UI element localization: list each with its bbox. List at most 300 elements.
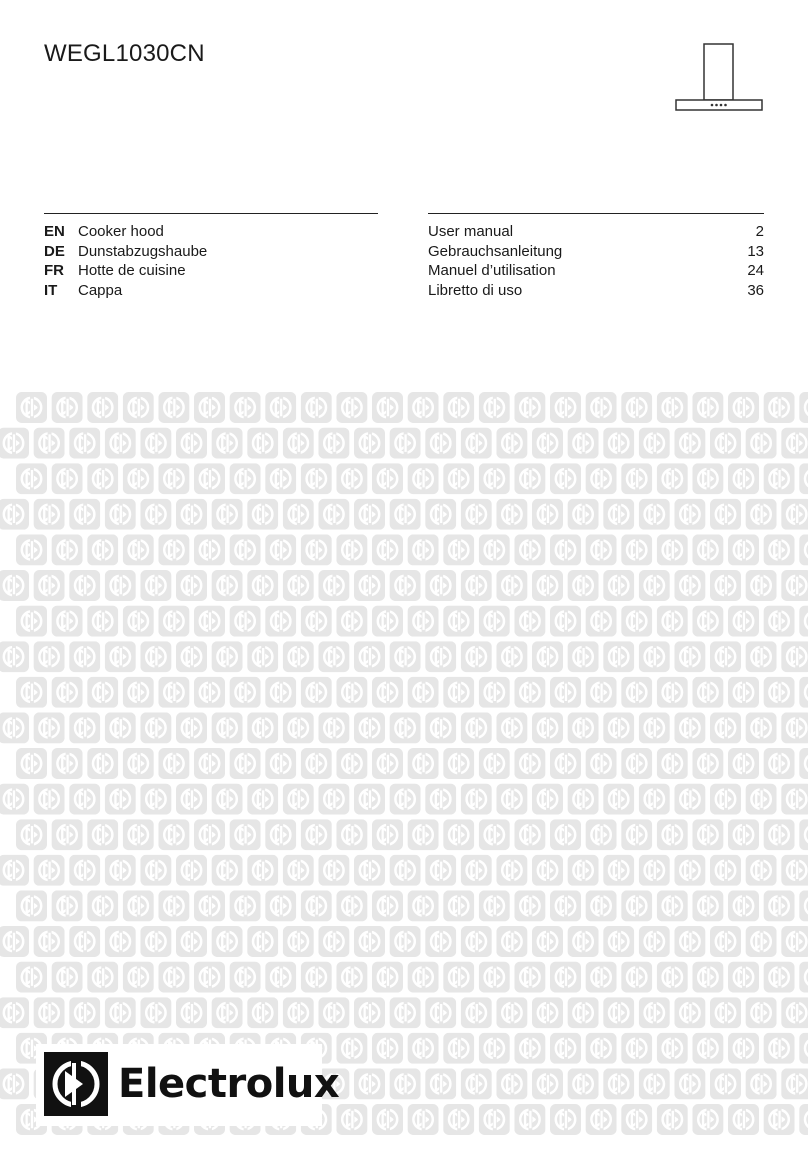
pattern-tile xyxy=(408,890,439,921)
pattern-tile xyxy=(69,570,100,601)
pattern-tile xyxy=(443,819,474,850)
pattern-tile xyxy=(425,997,456,1028)
manual-title: Gebrauchsanleitung xyxy=(428,242,563,260)
pattern-tile xyxy=(674,712,705,743)
pattern-tile xyxy=(212,570,243,601)
pattern-tile xyxy=(390,712,421,743)
pattern-tile xyxy=(69,428,100,459)
pattern-tile xyxy=(123,534,154,565)
pattern-tile xyxy=(0,428,29,459)
pattern-tile xyxy=(354,855,385,886)
pattern-tile xyxy=(140,997,171,1028)
pattern-tile xyxy=(87,748,118,779)
pattern-tile xyxy=(69,784,100,815)
pattern-tile xyxy=(479,1033,510,1064)
pattern-tile xyxy=(301,463,332,494)
pattern-tile xyxy=(212,499,243,530)
language-row xyxy=(44,242,378,262)
pattern-tile xyxy=(479,819,510,850)
pattern-tile xyxy=(603,1068,634,1099)
pattern-tile xyxy=(230,819,261,850)
pattern-tile xyxy=(425,641,456,672)
pattern-tile xyxy=(532,855,563,886)
pattern-tile xyxy=(336,1033,367,1064)
pattern-tile xyxy=(764,392,795,423)
pattern-tile xyxy=(746,997,777,1028)
pattern-tile xyxy=(212,926,243,957)
pattern-tile xyxy=(105,641,136,672)
pattern-tile xyxy=(746,784,777,815)
pattern-tile xyxy=(390,499,421,530)
pattern-tile xyxy=(443,392,474,423)
pattern-tile xyxy=(568,712,599,743)
pattern-tile xyxy=(425,499,456,530)
pattern-tile xyxy=(87,890,118,921)
pattern-tile xyxy=(496,499,527,530)
pattern-tile xyxy=(123,677,154,708)
pattern-tile xyxy=(16,534,47,565)
pattern-tile xyxy=(496,1068,527,1099)
pattern-tile xyxy=(746,428,777,459)
pattern-tile xyxy=(728,606,759,637)
pattern-tile xyxy=(123,962,154,993)
pattern-tile xyxy=(140,641,171,672)
pattern-tile xyxy=(639,499,670,530)
pattern-tile xyxy=(514,890,545,921)
pattern-tile xyxy=(390,855,421,886)
pattern-tile xyxy=(16,890,47,921)
pattern-tile xyxy=(710,712,741,743)
pattern-tile xyxy=(247,499,278,530)
pattern-tile xyxy=(230,463,261,494)
pattern-tile xyxy=(158,962,189,993)
manual-page-list xyxy=(428,222,764,300)
pattern-tile xyxy=(283,997,314,1028)
pattern-tile xyxy=(692,606,723,637)
pattern-tile xyxy=(408,962,439,993)
manual-title: Libretto di uso xyxy=(428,281,523,299)
pattern-tile xyxy=(621,392,652,423)
pattern-tile xyxy=(283,784,314,815)
pattern-tile xyxy=(176,784,207,815)
pattern-tile xyxy=(764,463,795,494)
pattern-tile xyxy=(692,534,723,565)
pattern-tile xyxy=(87,819,118,850)
pattern-tile xyxy=(603,428,634,459)
pattern-tile xyxy=(479,1104,510,1135)
pattern-tile xyxy=(603,641,634,672)
pattern-tile xyxy=(425,855,456,886)
pattern-tile xyxy=(746,712,777,743)
pattern-tile xyxy=(69,855,100,886)
pattern-tile xyxy=(390,926,421,957)
pattern-tile xyxy=(746,1068,777,1099)
pattern-tile xyxy=(301,819,332,850)
pattern-tile xyxy=(764,1104,795,1135)
pattern-tile xyxy=(799,1104,808,1135)
pattern-tile xyxy=(52,534,83,565)
pattern-tile xyxy=(710,855,741,886)
pattern-tile xyxy=(247,926,278,957)
pattern-tile xyxy=(586,606,617,637)
pattern-tile xyxy=(52,392,83,423)
pattern-tile xyxy=(514,677,545,708)
manual-title: Manuel d’utilisation xyxy=(428,262,556,279)
pattern-tile xyxy=(372,1033,403,1064)
pattern-tile xyxy=(728,890,759,921)
pattern-tile xyxy=(514,819,545,850)
pattern-tile xyxy=(639,855,670,886)
pattern-tile xyxy=(265,819,296,850)
pattern-tile xyxy=(318,570,349,601)
pattern-tile xyxy=(0,855,29,886)
pattern-tile xyxy=(34,855,65,886)
pattern-tile xyxy=(69,641,100,672)
pattern-tile xyxy=(408,819,439,850)
pattern-tile xyxy=(247,784,278,815)
pattern-tile xyxy=(194,606,225,637)
pattern-tile xyxy=(532,997,563,1028)
pattern-tile xyxy=(710,926,741,957)
pattern-tile xyxy=(514,962,545,993)
pattern-tile xyxy=(301,890,332,921)
pattern-tile xyxy=(105,428,136,459)
pattern-tile xyxy=(425,428,456,459)
pattern-tile xyxy=(496,570,527,601)
pattern-tile xyxy=(390,784,421,815)
pattern-tile xyxy=(69,997,100,1028)
pattern-tile xyxy=(87,677,118,708)
pattern-tile xyxy=(674,641,705,672)
pattern-tile xyxy=(140,428,171,459)
pattern-tile xyxy=(372,748,403,779)
pattern-tile xyxy=(550,962,581,993)
pattern-tile xyxy=(354,784,385,815)
pattern-tile xyxy=(408,534,439,565)
pattern-tile xyxy=(176,641,207,672)
pattern-tile xyxy=(194,748,225,779)
divider-right xyxy=(428,213,764,214)
pattern-tile xyxy=(639,1068,670,1099)
pattern-tile xyxy=(728,748,759,779)
pattern-tile xyxy=(194,819,225,850)
pattern-tile xyxy=(336,463,367,494)
product-name: Cappa xyxy=(78,281,123,299)
pattern-tile xyxy=(301,962,332,993)
pattern-tile xyxy=(425,570,456,601)
pattern-tile xyxy=(692,463,723,494)
pattern-tile xyxy=(764,606,795,637)
pattern-tile xyxy=(728,463,759,494)
pattern-tile xyxy=(212,855,243,886)
pattern-tile xyxy=(16,748,47,779)
pattern-tile xyxy=(550,463,581,494)
pattern-tile xyxy=(425,712,456,743)
pattern-tile xyxy=(568,997,599,1028)
pattern-tile xyxy=(586,534,617,565)
pattern-tile xyxy=(568,1068,599,1099)
pattern-tile xyxy=(692,819,723,850)
pattern-tile xyxy=(728,1104,759,1135)
pattern-tile xyxy=(550,890,581,921)
pattern-tile xyxy=(603,784,634,815)
pattern-tile xyxy=(0,712,29,743)
pattern-tile xyxy=(69,499,100,530)
pattern-tile xyxy=(301,392,332,423)
pattern-tile xyxy=(301,677,332,708)
pattern-tile xyxy=(674,997,705,1028)
pattern-tile xyxy=(16,962,47,993)
pattern-tile xyxy=(586,1104,617,1135)
pattern-tile xyxy=(461,428,492,459)
pattern-tile xyxy=(692,677,723,708)
electrolux-pattern-icon xyxy=(0,392,808,1142)
pattern-tile xyxy=(354,428,385,459)
pattern-tile xyxy=(674,855,705,886)
pattern-tile xyxy=(532,499,563,530)
language-product-list xyxy=(44,222,378,300)
pattern-tile xyxy=(532,1068,563,1099)
pattern-tile xyxy=(603,712,634,743)
page-number: 36 xyxy=(747,281,764,299)
pattern-tile xyxy=(639,428,670,459)
pattern-tile xyxy=(799,819,808,850)
pattern-tile xyxy=(443,890,474,921)
pattern-tile xyxy=(532,712,563,743)
pattern-tile xyxy=(16,392,47,423)
pattern-tile xyxy=(372,819,403,850)
page-number: 2 xyxy=(755,223,764,240)
pattern-tile xyxy=(461,499,492,530)
pattern-tile xyxy=(123,748,154,779)
pattern-tile xyxy=(710,997,741,1028)
pattern-tile xyxy=(514,463,545,494)
pattern-tile xyxy=(336,677,367,708)
pattern-tile xyxy=(105,997,136,1028)
pattern-tile xyxy=(247,712,278,743)
pattern-tile xyxy=(621,1104,652,1135)
language-code: DE xyxy=(44,242,65,260)
pattern-tile xyxy=(443,463,474,494)
pattern-tile xyxy=(764,1033,795,1064)
pattern-tile xyxy=(16,463,47,494)
pattern-tile xyxy=(212,712,243,743)
page-number: 13 xyxy=(747,242,764,260)
pattern-tile xyxy=(639,641,670,672)
pattern-tile xyxy=(692,890,723,921)
pattern-tile xyxy=(443,962,474,993)
pattern-tile xyxy=(781,784,808,815)
electrolux-logo-icon xyxy=(44,1052,108,1116)
pattern-tile xyxy=(621,1033,652,1064)
pattern-tile xyxy=(140,712,171,743)
pattern-tile xyxy=(140,499,171,530)
pattern-tile xyxy=(710,784,741,815)
pattern-tile xyxy=(158,890,189,921)
product-name: Dunstabzugshaube xyxy=(78,242,208,260)
pattern-tile xyxy=(479,392,510,423)
pattern-tile xyxy=(265,463,296,494)
pattern-tile xyxy=(408,392,439,423)
pattern-tile xyxy=(158,534,189,565)
pattern-tile xyxy=(34,641,65,672)
product-name: Cooker hood xyxy=(78,223,164,240)
pattern-tile xyxy=(372,606,403,637)
pattern-tile xyxy=(354,499,385,530)
pattern-tile xyxy=(247,570,278,601)
pattern-tile xyxy=(247,641,278,672)
pattern-tile xyxy=(194,392,225,423)
pattern-tile xyxy=(336,748,367,779)
pattern-tile xyxy=(230,890,261,921)
pattern-tile xyxy=(496,784,527,815)
pattern-tile xyxy=(621,890,652,921)
pattern-tile xyxy=(230,962,261,993)
pattern-tile xyxy=(532,641,563,672)
pattern-tile xyxy=(479,534,510,565)
pattern-tile xyxy=(408,1104,439,1135)
pattern-tile xyxy=(16,677,47,708)
pattern-tile xyxy=(230,534,261,565)
pattern-tile xyxy=(603,997,634,1028)
pattern-tile xyxy=(443,1033,474,1064)
pattern-tile xyxy=(318,428,349,459)
pattern-tile xyxy=(657,890,688,921)
pattern-tile xyxy=(318,499,349,530)
pattern-tile xyxy=(657,392,688,423)
pattern-tile xyxy=(710,570,741,601)
pattern-tile xyxy=(123,392,154,423)
pattern-tile xyxy=(621,606,652,637)
pattern-tile xyxy=(586,392,617,423)
pattern-tile xyxy=(318,997,349,1028)
pattern-tile xyxy=(105,499,136,530)
pattern-tile xyxy=(550,534,581,565)
pattern-tile xyxy=(799,677,808,708)
model-number: WEGL1030CN xyxy=(44,40,205,67)
pattern-tile xyxy=(674,1068,705,1099)
pattern-tile xyxy=(34,784,65,815)
pattern-tile xyxy=(140,570,171,601)
pattern-tile xyxy=(639,570,670,601)
pattern-tile xyxy=(728,819,759,850)
pattern-tile xyxy=(799,606,808,637)
pattern-tile xyxy=(692,962,723,993)
pattern-tile xyxy=(69,712,100,743)
pattern-tile xyxy=(372,392,403,423)
pattern-tile xyxy=(52,748,83,779)
pattern-tile xyxy=(781,570,808,601)
pattern-tile xyxy=(799,534,808,565)
pattern-tile xyxy=(0,1068,29,1099)
pattern-tile xyxy=(496,712,527,743)
pattern-tile xyxy=(390,641,421,672)
pattern-tile xyxy=(586,819,617,850)
pattern-tile xyxy=(158,748,189,779)
pattern-tile xyxy=(550,606,581,637)
pattern-tile xyxy=(408,677,439,708)
pattern-tile xyxy=(568,926,599,957)
pattern-tile xyxy=(603,855,634,886)
pattern-tile xyxy=(105,926,136,957)
pattern-tile xyxy=(710,428,741,459)
pattern-tile xyxy=(212,428,243,459)
pattern-tile xyxy=(52,962,83,993)
pattern-tile xyxy=(674,926,705,957)
pattern-tile xyxy=(301,534,332,565)
pattern-tile xyxy=(692,1033,723,1064)
pattern-tile xyxy=(621,819,652,850)
pattern-tile xyxy=(657,606,688,637)
pattern-tile xyxy=(87,534,118,565)
pattern-tile xyxy=(247,855,278,886)
pattern-tile xyxy=(532,784,563,815)
pattern-tile xyxy=(52,890,83,921)
pattern-tile xyxy=(354,641,385,672)
pattern-tile xyxy=(443,748,474,779)
pattern-tile xyxy=(390,997,421,1028)
pattern-tile xyxy=(764,677,795,708)
pattern-tile xyxy=(390,428,421,459)
pattern-tile xyxy=(176,570,207,601)
pattern-tile xyxy=(514,606,545,637)
pattern-tile xyxy=(586,1033,617,1064)
pattern-tile xyxy=(158,819,189,850)
pattern-tile xyxy=(461,855,492,886)
pattern-tile xyxy=(479,606,510,637)
pattern-tile xyxy=(479,463,510,494)
pattern-tile xyxy=(728,962,759,993)
pattern-tile xyxy=(212,784,243,815)
pattern-tile xyxy=(372,677,403,708)
pattern-tile xyxy=(586,890,617,921)
pattern-tile xyxy=(230,748,261,779)
pattern-tile xyxy=(16,819,47,850)
pattern-tile xyxy=(479,748,510,779)
pattern-tile xyxy=(532,428,563,459)
pattern-tile xyxy=(354,712,385,743)
manual-row xyxy=(428,261,764,281)
pattern-tile xyxy=(87,962,118,993)
pattern-tile xyxy=(746,926,777,957)
pattern-tile xyxy=(550,1033,581,1064)
pattern-tile xyxy=(52,677,83,708)
pattern-tile xyxy=(568,570,599,601)
pattern-tile xyxy=(764,962,795,993)
pattern-tile xyxy=(764,819,795,850)
pattern-tile xyxy=(781,428,808,459)
pattern-tile xyxy=(372,1104,403,1135)
pattern-tile xyxy=(568,499,599,530)
pattern-tile xyxy=(479,962,510,993)
pattern-tile xyxy=(336,392,367,423)
pattern-tile xyxy=(408,463,439,494)
pattern-tile xyxy=(372,534,403,565)
pattern-tile xyxy=(105,570,136,601)
pattern-tile xyxy=(728,534,759,565)
pattern-tile xyxy=(34,712,65,743)
language-code: IT xyxy=(44,281,58,299)
pattern-tile xyxy=(425,926,456,957)
pattern-tile xyxy=(657,1104,688,1135)
manual-row xyxy=(428,281,764,301)
pattern-tile xyxy=(354,997,385,1028)
pattern-tile xyxy=(621,748,652,779)
pattern-tile xyxy=(176,855,207,886)
pattern-tile xyxy=(639,997,670,1028)
product-name: Hotte de cuisine xyxy=(78,262,186,279)
pattern-tile xyxy=(781,712,808,743)
